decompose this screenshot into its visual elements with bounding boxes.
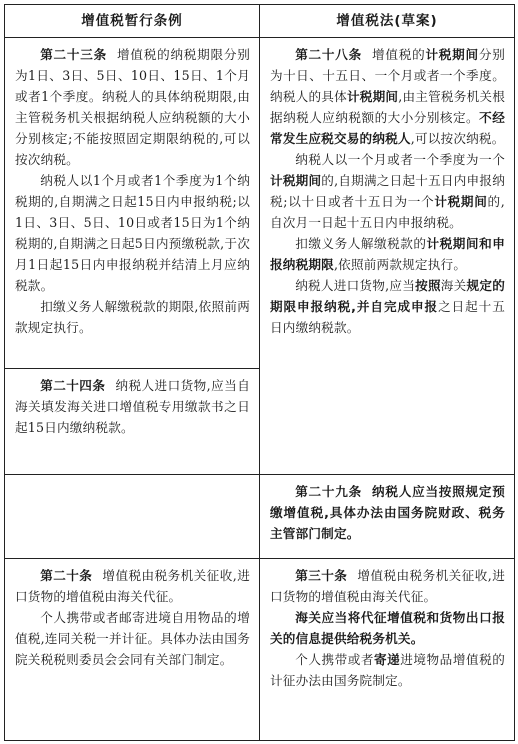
cell-text [15,565,250,670]
text-run: 纳税人进口货物,应当 [295,278,416,293]
paragraph [270,565,505,607]
paragraph [270,481,505,544]
paragraph [270,649,505,691]
text-run: 之日起十五日内缴纳税款。 [270,299,506,335]
article-number: 第二十九条 [295,484,362,499]
text-run: 扣缴义务人解缴税款的 [295,236,427,251]
header-row [5,5,515,38]
bold-text: 纳税人应当按照规定预缴增值税,具体办法由国务院财政、税务主管部门制定。 [270,484,506,541]
text-run: 的,自期满之日起十五日内申报纳税;以十日或者十五日为一个 [270,173,505,209]
text-run: ,依照前两款规定执行。 [333,257,467,272]
paragraph [15,375,250,438]
paragraph [270,233,505,275]
header-right: 增值税法(草案) [260,5,515,38]
bold-text: 计税期间 [346,89,399,104]
text-run: ,可以按次纳税。 [410,131,505,146]
paragraph [270,149,505,233]
bold-text: 计税期间和申报纳税期限 [270,236,505,272]
bold-text: 计税期间 [270,173,322,188]
text-run: 增值税的纳税期限分别为1日、3日、5日、10日、15日、1个月或者1个季度。纳税人的具体纳税期限,由主管税务机关根据纳税人应纳税额的大小分别核定;不能按照固定期限纳税的,可以按次纳税。 [15,47,251,167]
bold-text: 海关应当将代征增值税和货物出口报关的信息提供给税务机关。 [270,610,505,646]
text-run: ,由主管税务机关根据纳税人应纳税额的大小分别核定。 [270,89,506,125]
cell-right-0 [260,38,515,475]
paragraph [15,44,250,170]
text-run: 的,自次月一日起十五日内申报纳税。 [270,194,505,230]
cell-left-3 [5,559,260,741]
cell-left-2 [5,475,260,559]
text-run: 增值税由税务机关征收,进口货物的增值税由海关代征。 [15,568,250,604]
bold-text: 计税期间 [434,194,488,209]
article-number: 第二十四条 [40,378,106,393]
cell-text [15,44,250,338]
paragraph [15,565,250,607]
table-row [5,559,515,741]
paragraph [15,170,250,296]
table-row [5,475,515,559]
bold-text: 规定的期限申报纳税,并自完成申报 [270,278,505,314]
article-number: 第二十八条 [295,47,362,62]
paragraph [15,607,250,670]
article-number: 第二十条 [40,568,93,583]
cell-text [270,481,505,544]
paragraph [270,607,505,649]
cell-text [270,44,505,338]
text-run: 个人携带或者邮寄进境自用物品的增值税,连同关税一并计征。具体办法由国务院关税税则委员会会同有关部门制定。 [15,610,250,667]
cell-text [15,375,250,438]
bold-text: 寄递 [374,652,401,667]
cell-right-2 [260,475,515,559]
text-run: 纳税人以一个月或者一个季度为一个 [295,152,505,167]
paragraph [270,44,505,149]
cell-right-3 [260,559,515,741]
text-run: 纳税人进口货物,应当自海关填发海关进口增值税专用缴款书之日起15日内缴纳税款。 [15,378,250,435]
text-run: 增值税的 [372,47,426,62]
article-number: 第三十条 [295,568,348,583]
paragraph [15,296,250,338]
bold-text: 不经常发生应税交易的纳税人 [270,110,506,146]
paragraph [270,275,505,338]
cell-left-1 [5,369,260,475]
cell-left-0 [5,38,260,369]
text-run: 进境物品增值税的计征办法由国务院制定。 [270,652,506,688]
bold-text: 计税期间 [425,47,479,62]
text-run: 扣缴义务人解缴税款的期限,依照前两款规定执行。 [15,299,250,335]
article-number: 第二十三条 [40,47,107,62]
cell-text [270,565,505,691]
text-run: 分别为十日、十五日、一个月或者一个季度。纳税人的具体 [270,47,505,104]
text-run: 纳税人以1个月或者1个季度为1个纳税期的,自期满之日起15日内申报纳税;以1日、3日、5日、10日或者15日为1个纳税期的,自期满之日起5日内预缴税款,于次月1日起15日内申报纳税并结清上月应纳税款。 [15,173,250,293]
text-run: 海关 [440,278,467,293]
table-row [5,38,515,369]
text-run: 个人携带或者 [295,652,374,667]
text-run: 增值税由税务机关征收,进口货物的增值税由海关代征。 [270,568,505,604]
comparison-table [4,4,515,741]
header-left: 增值税暂行条例 [5,5,260,38]
bold-text: 按照 [415,278,441,293]
